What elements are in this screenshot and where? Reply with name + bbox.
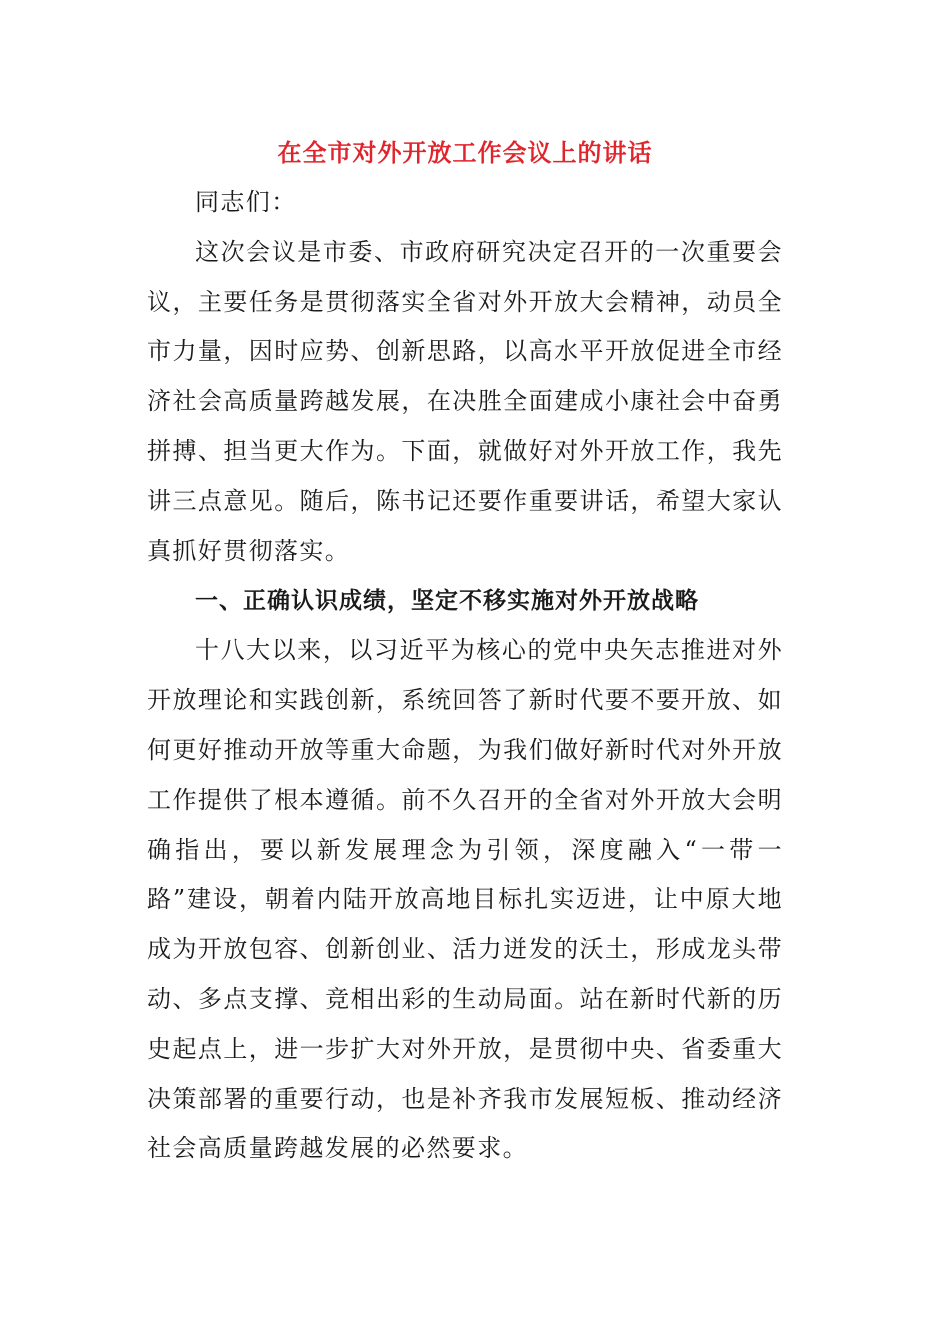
section-heading: 一、正确认识成绩，坚定不移实施对外开放战略 <box>195 588 699 615</box>
section-paragraph: 十八大以来，以习近平为核心的党中央矢志推进对外开放理论和实践创新，系统回答了新时代要不要开放、如何更好推动开放等重大命题，为我们做好新时代对外开放工作提供了根本遵循。前不久召开的全省对外开放大会明确指出，要以新发展理念为引领，深度融入“一带一路”建设，朝着内陆开放高地目标扎实迈进，让中原大地成为开放包容、创新创业、活力迸发的沃土，形成龙头带动、多点支撑、竞相出彩的生动局面。站在新时代新的历史起点上，进一步扩大对外开放，是贯彻中央、省委重大决策部署的重要行动，也是补齐我市发展短板、推动经济社会高质量跨越发展的必然要求。 <box>147 636 783 1163</box>
salutation: 同志们： <box>195 188 297 216</box>
intro-paragraph: 这次会议是市委、市政府研究决定召开的一次重要会议，主要任务是贯彻落实全省对外开放大会精神，动员全市力量，因时应势、创新思路，以高水平开放促进全市经济社会高质量跨越发展，在决胜全面建成小康社会中奋勇拼搏、担当更大作为。下面，就做好对外开放工作，我先讲三点意见。随后，陈书记还要作重要讲话，希望大家认真抓好贯彻落实。 <box>147 237 783 565</box>
document-title: 在全市对外开放工作会议上的讲话 <box>277 138 653 167</box>
document-body <box>147 128 783 1174</box>
